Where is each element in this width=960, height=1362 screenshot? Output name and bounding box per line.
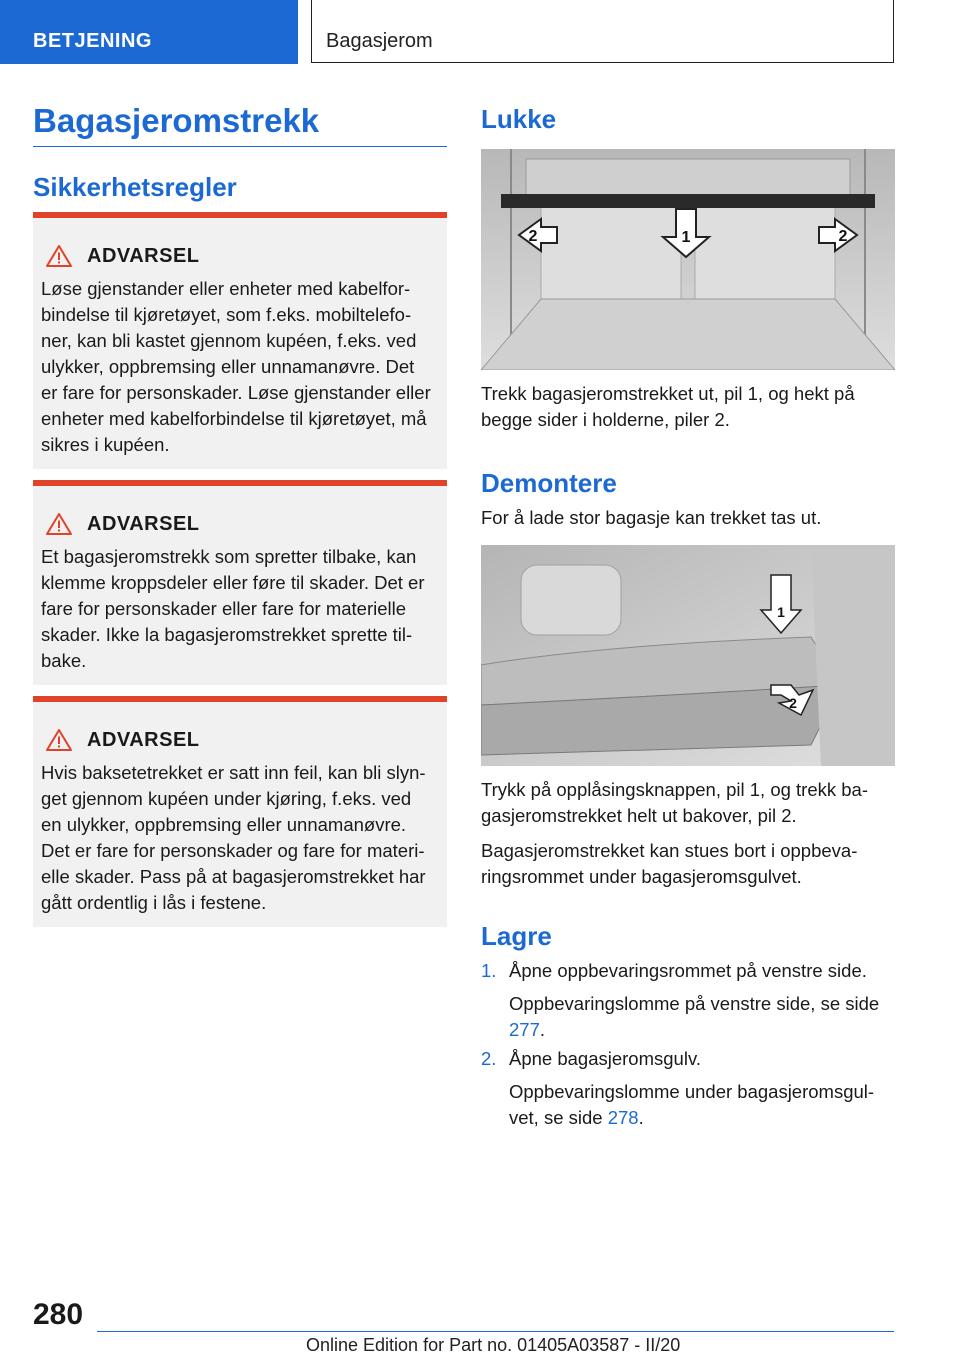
list-subtext [509, 1079, 895, 1131]
caption-close: Trekk bagasjeromstrekket ut, pil 1, og hekt på begge sider i holderne, piler 2. [481, 383, 855, 430]
warning-text: Hvis baksetetrekket er satt inn feil, kan bli slynget gjennom kupéen under kjøring, f.eks. ved en ulykker, oppbremsing eller unnamanøvre. Det er fare for personskader og fare for materielle skader. Pass på at bagasjeromstrekket har gått ordentlig i lås i festene. [41, 762, 426, 913]
chapter-label: Bagasjerom [326, 30, 433, 52]
chapter-tab [311, 0, 894, 63]
warning-box-1 [33, 212, 447, 469]
intro-remove: For å lade stor bagasje kan trekket tas ut. [481, 507, 822, 528]
list-item-1 [481, 958, 895, 1048]
list-text: Åpne bagasjeromsgulv. [509, 1048, 701, 1069]
arrow-label-2: 2 [789, 695, 797, 711]
list-number: 1. [481, 960, 497, 981]
warning-text: Løse gjenstander eller enheter med kabelforbindelse til kjøretøyet, som f.eks. mobiltelefoner, kan bli kastet gjennom kupéen, f.eks. ved ulykker, oppbremsing eller unnamanøvre. Det er fare for personskader. Løse gjenstander eller enheter med kabelforbindelse til kjøretøyet, må sikres i kupéen. [41, 278, 431, 455]
warning-box-3 [33, 696, 447, 927]
page-title: Bagasjeromstrekk [33, 102, 320, 139]
arrow-label-1: 1 [777, 604, 785, 620]
title-divider [33, 146, 447, 147]
arrow-label-2-left: 2 [528, 228, 538, 245]
list-text: Åpne oppbevaringsrommet på venstre side. [509, 960, 867, 981]
section-tab [0, 0, 298, 64]
section-heading-remove: Demontere [481, 468, 617, 498]
page-link-278[interactable]: 278 [607, 1107, 639, 1128]
arrow-label-2-right: 2 [838, 228, 848, 245]
subtext-suffix: . [539, 1019, 546, 1040]
section-heading-safety: Sikkerhetsregler [33, 172, 237, 202]
warning-label: ADVARSEL [87, 728, 200, 751]
list-subtext [509, 991, 895, 1043]
warning-text: Et bagasjeromstrekk som spretter tilbake, kan klemme kroppsdeler eller føre til skader. Det er fare for personskader eller fare for materielle skader. Ikke la bagasjeromstrekket sprette tilbake. [41, 546, 425, 671]
section-heading-close: Lukke [481, 104, 557, 134]
section-heading-store: Lagre [481, 921, 552, 951]
footer-edition: Online Edition for Part no. 01405A03587 - II/20 [306, 1335, 681, 1355]
caption-remove: Trykk på opplåsingsknappen, pil 1, og trekk bagasjeromstrekket helt ut bakover, pil 2. [481, 779, 869, 826]
warning-box-2 [33, 480, 447, 685]
warning-label: ADVARSEL [87, 244, 200, 267]
warning-label: ADVARSEL [87, 512, 200, 535]
list-number: 2. [481, 1048, 497, 1069]
list-item-2 [481, 1046, 895, 1136]
note-remove: Bagasjeromstrekket kan stues bort i oppbevaringsrommet under bagasjeromsgulvet. [481, 840, 858, 887]
figure-close-cover [481, 149, 895, 370]
subtext-prefix: Oppbevaringslomme på venstre side, se side [509, 993, 880, 1014]
page-number: 280 [33, 1298, 84, 1331]
arrow-label-1: 1 [681, 229, 691, 246]
warning-triangle-icon [45, 728, 73, 752]
subtext-suffix: . [638, 1107, 644, 1128]
figure-remove-cover [481, 545, 895, 766]
section-label: BETJENING [33, 30, 152, 52]
warning-triangle-icon [45, 244, 73, 268]
footer-divider [97, 1331, 894, 1332]
page-link-277[interactable]: 277 [509, 1019, 540, 1040]
subtext-prefix: Oppbevaringslomme under bagasjeromsgulvet, se side [509, 1081, 875, 1128]
warning-triangle-icon [45, 512, 73, 536]
